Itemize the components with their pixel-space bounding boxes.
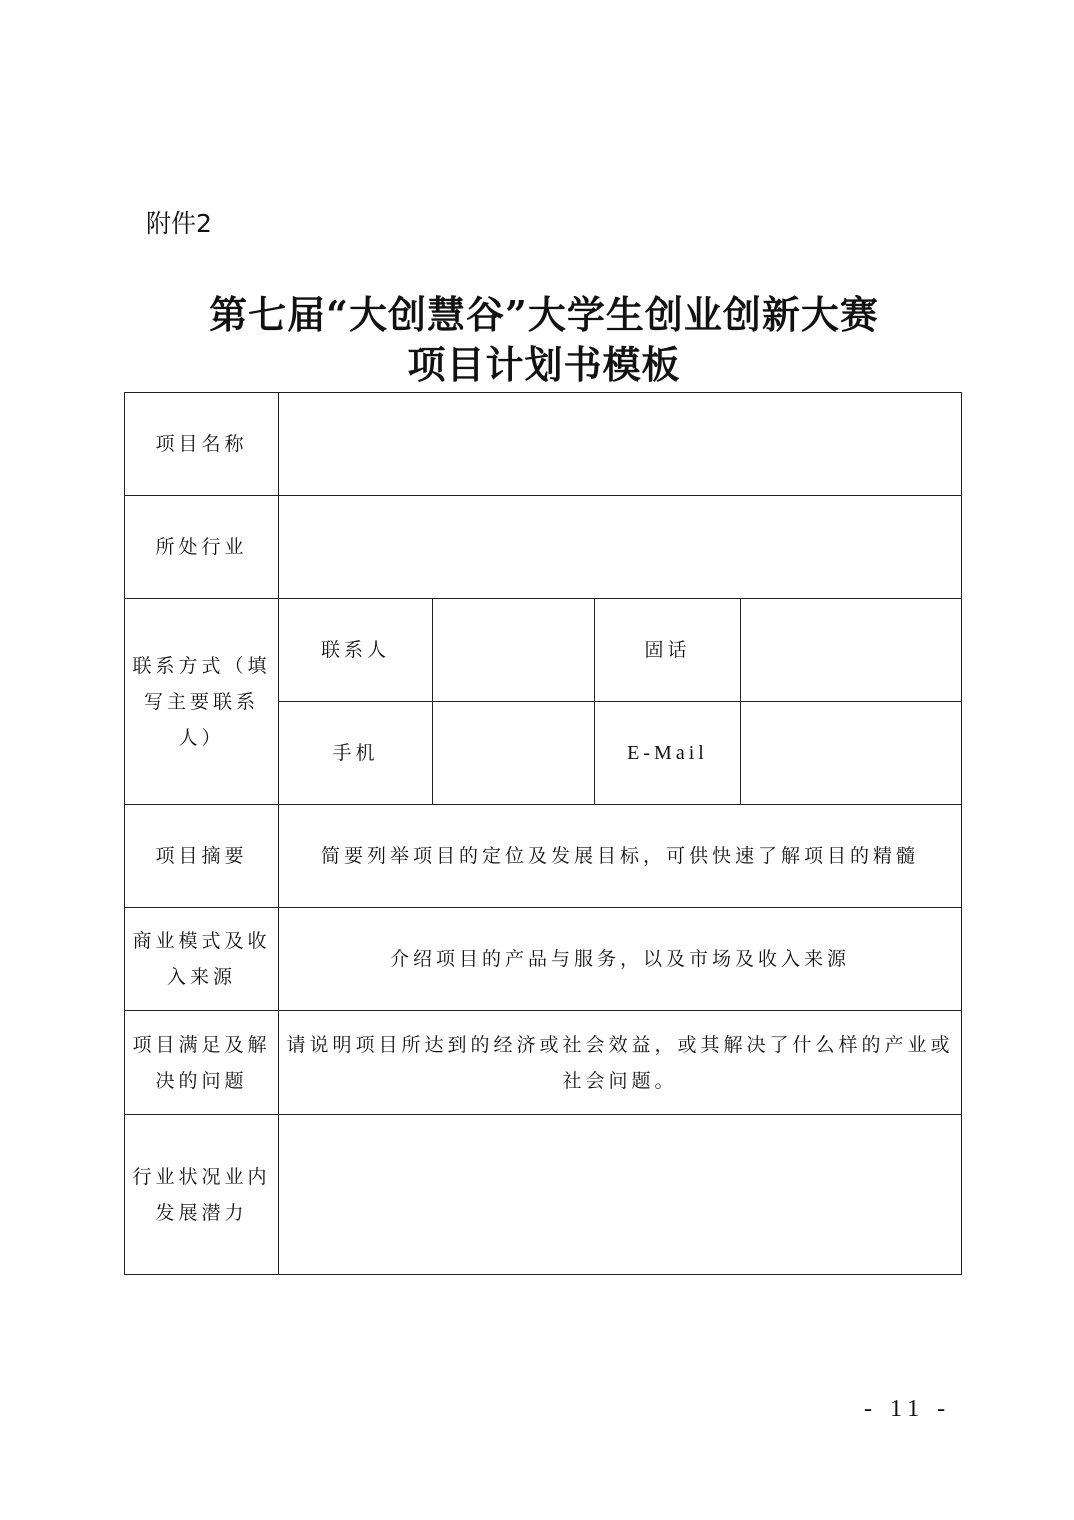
email-field[interactable] <box>741 702 962 805</box>
row-summary <box>125 805 962 908</box>
email-label: E-Mail <box>595 702 741 805</box>
row-project-name <box>125 393 962 496</box>
business-model-hint[interactable]: 介绍项目的产品与服务，以及市场及收入来源 <box>279 908 962 1011</box>
mobile-field[interactable] <box>433 702 595 805</box>
row-industry <box>125 496 962 599</box>
summary-label: 项目摘要 <box>125 805 279 908</box>
industry-field[interactable] <box>279 496 962 599</box>
landline-field[interactable] <box>741 599 962 702</box>
problem-hint[interactable]: 请说明项目所达到的经济或社会效益，或其解决了什么样的产业或社会问题。 <box>279 1011 962 1115</box>
row-contact-1 <box>125 599 962 702</box>
business-model-label: 商业模式及收入来源 <box>125 908 279 1011</box>
row-industry-status <box>125 1115 962 1275</box>
attachment-label: 附件2 <box>146 209 212 238</box>
industry-label: 所处行业 <box>125 496 279 599</box>
project-plan-form <box>124 392 962 1275</box>
industry-status-label: 行业状况业内发展潜力 <box>125 1115 279 1275</box>
problem-label: 项目满足及解决的问题 <box>125 1011 279 1115</box>
project-name-label: 项目名称 <box>125 393 279 496</box>
contact-person-field[interactable] <box>433 599 595 702</box>
contact-label: 联系方式（填写主要联系人） <box>125 599 279 805</box>
industry-status-field[interactable] <box>279 1115 962 1275</box>
contact-person-label: 联系人 <box>279 599 433 702</box>
mobile-label: 手机 <box>279 702 433 805</box>
page-number: - 11 - <box>864 1396 952 1422</box>
row-problem <box>125 1011 962 1115</box>
title-line-2: 项目计划书模板 <box>407 342 681 387</box>
title-line-1: 第七届“大创慧谷”大学生创业创新大赛 <box>209 292 879 337</box>
row-business-model <box>125 908 962 1011</box>
document-title <box>0 290 1074 390</box>
project-name-field[interactable] <box>279 393 962 496</box>
summary-hint[interactable]: 简要列举项目的定位及发展目标，可供快速了解项目的精髓 <box>279 805 962 908</box>
landline-label: 固话 <box>595 599 741 702</box>
